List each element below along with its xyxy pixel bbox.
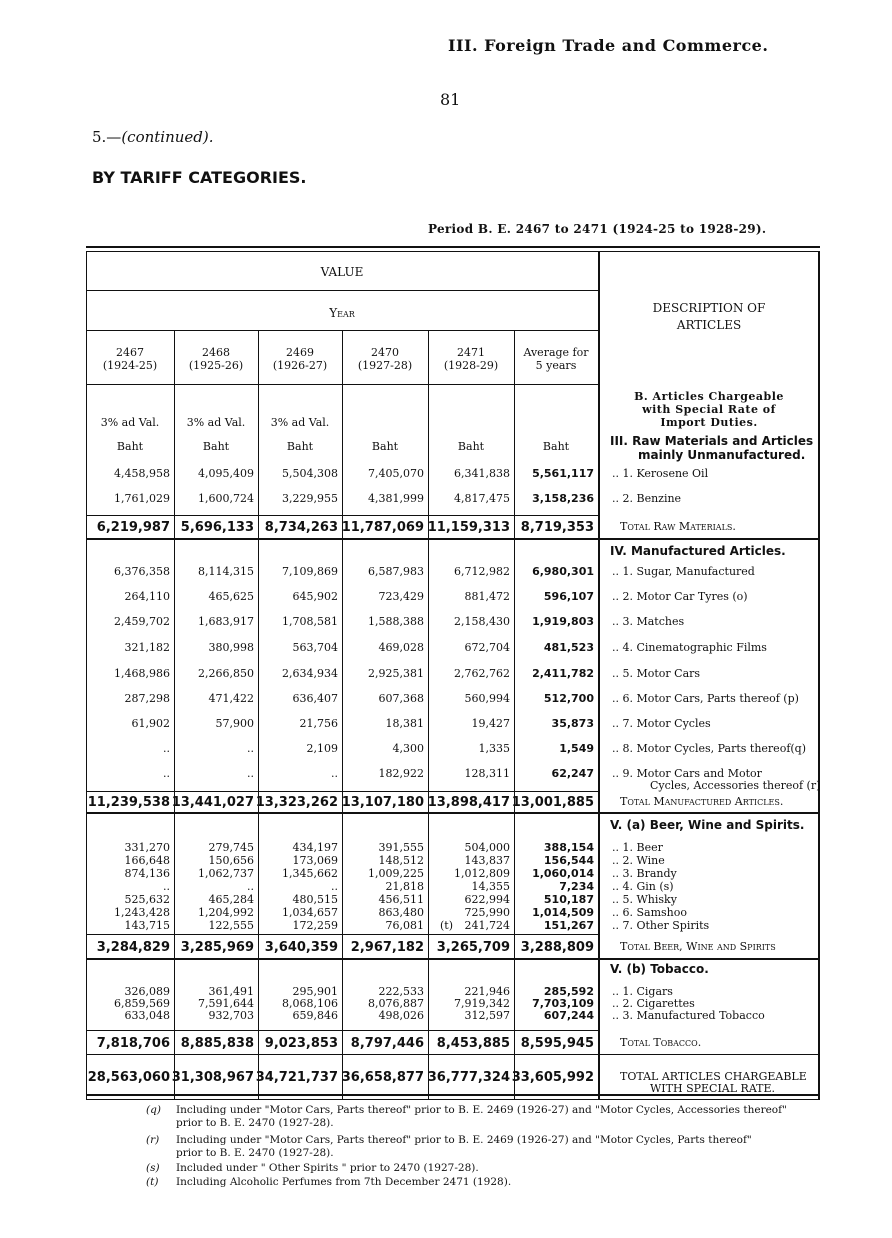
total-cell: 13,441,027 [171, 795, 254, 810]
table-cell: 35,873 [551, 717, 594, 730]
table-cell: 18,381 [385, 717, 424, 730]
unit-label: Baht [202, 440, 230, 453]
unit-label: Baht [371, 440, 399, 453]
total-rule [86, 538, 820, 540]
total-cell: 3,640,359 [264, 940, 338, 955]
table-cell: 380,998 [208, 641, 254, 654]
table-cell: 2,762,762 [454, 667, 510, 680]
table-cell: .. [247, 880, 254, 893]
table-cell: 6,587,983 [368, 565, 424, 578]
total-cell: 6,219,987 [96, 520, 170, 535]
total-rule [86, 1030, 598, 1031]
total-cell: 8,595,945 [520, 1036, 594, 1051]
value-header: VALUE [320, 265, 364, 279]
desc-divider [598, 251, 600, 1099]
total-cell: 8,885,838 [180, 1036, 254, 1051]
table-cell: .. [163, 742, 170, 755]
table-cell: 6,980,301 [532, 565, 594, 578]
unit-label: Baht [542, 440, 570, 453]
total-cell: 8,797,446 [350, 1036, 424, 1051]
total-cell: 3,265,709 [436, 940, 510, 955]
year-header: Year [329, 306, 355, 320]
footnote-marker: (t) [440, 919, 454, 932]
col-header-2468: 2468 (1925-26) [188, 346, 244, 372]
total-cell: 34,721,737 [255, 1070, 338, 1085]
table-cell: 287,298 [124, 692, 170, 705]
total-cell: 8,734,263 [264, 520, 338, 535]
row-description: .. 8. Motor Cycles, Parts thereof(q) [612, 742, 807, 755]
row-description: .. 2. Wine [612, 854, 665, 867]
total-cell: 36,658,877 [341, 1070, 424, 1085]
table-cell: 560,994 [464, 692, 510, 705]
table-cell: 607,244 [543, 1009, 594, 1022]
table-cell: .. [331, 767, 338, 780]
table-cell: 6,859,569 [114, 997, 170, 1010]
table-cell: 607,368 [378, 692, 424, 705]
table-cell: 881,472 [464, 590, 510, 603]
right-border [818, 251, 820, 1099]
footnote-text: Including under "Motor Cars, Parts thereof" prior to B. E. 2469 (1926-27) and "Motor Cycles, Parts thereof" [176, 1134, 752, 1146]
unit-label: Baht [116, 440, 144, 453]
table-cell: 19,427 [471, 717, 510, 730]
table-cell: 361,491 [208, 985, 254, 998]
table-cell: 2,266,850 [198, 667, 254, 680]
total-cell: 11,787,069 [341, 520, 424, 535]
table-cell: 4,381,999 [368, 492, 424, 505]
table-cell: 2,158,430 [454, 615, 510, 628]
value-rule [86, 290, 598, 291]
total-rule [86, 934, 598, 935]
row-description: .. 5. Whisky [612, 893, 677, 906]
table-cell: .. [163, 767, 170, 780]
table-cell: 173,069 [292, 854, 338, 867]
table-cell: 3,158,236 [532, 492, 594, 505]
table-cell: 143,715 [124, 919, 170, 932]
duty-rate: 3% ad Val. [270, 416, 330, 429]
table-cell: 122,555 [208, 919, 254, 932]
table-cell: 1,335 [478, 742, 510, 755]
table-cell: 128,311 [464, 767, 510, 780]
footnote-text-cont: prior to B. E. 2470 (1927-28). [176, 1147, 334, 1159]
table-cell: 62,247 [551, 767, 594, 780]
table-cell: 6,341,838 [454, 467, 510, 480]
page-number: 81 [440, 90, 461, 109]
table-cell: 7,109,869 [282, 565, 338, 578]
table-cell: 4,817,475 [454, 492, 510, 505]
table-cell: 1,761,029 [114, 492, 170, 505]
total-cell: 33,605,992 [511, 1070, 594, 1085]
table-cell: 1,243,428 [114, 906, 170, 919]
total-cell: 11,239,538 [87, 795, 170, 810]
chapter-title: III. Foreign Trade and Commerce. [448, 36, 769, 55]
row-description: .. 2. Benzine [612, 492, 682, 505]
total-cell: 3,288,809 [520, 940, 594, 955]
table-cell: 2,925,381 [368, 667, 424, 680]
table-cell: 1,708,581 [282, 615, 338, 628]
table-cell: 1,204,992 [198, 906, 254, 919]
total-rule [86, 958, 820, 960]
total-rule [86, 812, 820, 814]
row-description: .. 7. Motor Cycles [612, 717, 711, 730]
period-label: Period B. E. 2467 to 2471 (1924-25 to 1928-29). [428, 222, 767, 236]
table-cell: 645,902 [292, 590, 338, 603]
table-cell: 512,700 [543, 692, 594, 705]
table-cell: 8,068,106 [282, 997, 338, 1010]
row-description: .. 3. Brandy [612, 867, 677, 880]
table-cell: 480,515 [292, 893, 338, 906]
footnote-mark: (s) [146, 1162, 160, 1174]
table-cell: .. [247, 742, 254, 755]
section-b-title: B. Articles Chargeable with Special Rate of Import Duties. [634, 390, 784, 429]
footnote-mark: (q) [146, 1104, 161, 1116]
col-header-2471: 2471 (1928-29) [443, 346, 499, 372]
table-cell: 7,405,070 [368, 467, 424, 480]
table-cell: 563,704 [292, 641, 338, 654]
table-cell: 5,504,308 [282, 467, 338, 480]
row-description: Total Raw Materials. [620, 520, 736, 533]
total-cell: 13,323,262 [255, 795, 338, 810]
table-cell: 1,062,737 [198, 867, 254, 880]
total-cell: 28,563,060 [87, 1070, 170, 1085]
table-cell: 510,187 [543, 893, 594, 906]
row-description-cont: WITH SPECIAL RATE. [650, 1082, 776, 1095]
row-description: .. 2. Motor Car Tyres (o) [612, 590, 748, 603]
table-cell: 2,459,702 [114, 615, 170, 628]
unit-label: Baht [457, 440, 485, 453]
table-cell: 326,089 [124, 985, 170, 998]
table-cell: 596,107 [543, 590, 594, 603]
table-cell: 636,407 [292, 692, 338, 705]
duty-rate: 3% ad Val. [100, 416, 160, 429]
left-border [86, 251, 87, 1099]
table-cell: 723,429 [378, 590, 424, 603]
table-cell: 222,533 [378, 985, 424, 998]
table-cell: 148,512 [378, 854, 424, 867]
section-iv-title: IV. Manufactured Articles. [610, 544, 786, 558]
table-cell: 57,900 [215, 717, 254, 730]
table-cell: 388,154 [543, 841, 594, 854]
table-cell: 5,561,117 [532, 467, 594, 480]
table-cell: 1,600,724 [198, 492, 254, 505]
table-cell: 932,703 [208, 1009, 254, 1022]
table-cell: 6,712,982 [454, 565, 510, 578]
total-rule [86, 515, 598, 516]
table-cell: 7,919,342 [454, 997, 510, 1010]
description-header: DESCRIPTION OF ARTICLES [652, 301, 766, 332]
table-cell: 2,109 [306, 742, 338, 755]
total-cell: 7,818,706 [96, 1036, 170, 1051]
footnote-text-cont: prior to B. E. 2470 (1927-28). [176, 1117, 334, 1129]
table-cell: 2,634,934 [282, 667, 338, 680]
row-description: .. 4. Cinematographic Films [612, 641, 767, 654]
table-cell: 4,300 [392, 742, 424, 755]
table-cell: 166,648 [124, 854, 170, 867]
table-cell: 8,076,887 [368, 997, 424, 1010]
table-cell: 659,846 [292, 1009, 338, 1022]
row-description: .. 1. Sugar, Manufactured [612, 565, 755, 578]
table-cell: 1,345,662 [282, 867, 338, 880]
table-cell: 465,284 [208, 893, 254, 906]
row-description: TOTAL ARTICLES CHARGEABLE [620, 1070, 807, 1083]
total-rule [86, 1054, 820, 1055]
table-cell: 525,632 [124, 893, 170, 906]
table-cell: 1,468,986 [114, 667, 170, 680]
total-rule [86, 791, 598, 792]
total-cell: 13,898,417 [427, 795, 510, 810]
total-cell: 8,719,353 [520, 520, 594, 535]
total-cell: 31,308,967 [171, 1070, 254, 1085]
footnote-mark: (t) [146, 1176, 159, 1188]
table-cell: 8,114,315 [198, 565, 254, 578]
table-cell: 456,511 [378, 893, 424, 906]
col-header-2467: 2467 (1924-25) [102, 346, 158, 372]
table-cell: 61,902 [131, 717, 170, 730]
row-description: .. 5. Motor Cars [612, 667, 701, 680]
table-cell: 285,592 [543, 985, 594, 998]
duty-rate: 3% ad Val. [186, 416, 246, 429]
table-cell: 7,703,109 [532, 997, 594, 1010]
section-iii-title: III. Raw Materials and Articles mainly Unmanufactured. [610, 434, 814, 462]
section-vb-title: V. (b) Tobacco. [610, 962, 709, 976]
table-cell: 874,136 [124, 867, 170, 880]
table-cell: 6,376,358 [114, 565, 170, 578]
table-cell: 1,012,809 [454, 867, 510, 880]
table-cell: 312,597 [464, 1009, 510, 1022]
table-cell: 182,922 [378, 767, 424, 780]
table-cell: 7,234 [559, 880, 594, 893]
table-cell: 331,270 [124, 841, 170, 854]
row-description: .. 1. Kerosene Oil [612, 467, 709, 480]
row-description: .. 4. Gin (s) [612, 880, 674, 893]
row-description: .. 2. Cigarettes [612, 997, 695, 1010]
footnote-mark: (r) [146, 1134, 160, 1146]
table-cell: 1,060,014 [532, 867, 594, 880]
table-cell: 156,544 [543, 854, 594, 867]
table-cell: 221,946 [464, 985, 510, 998]
total-cell: 13,107,180 [341, 795, 424, 810]
table-cell: 321,182 [124, 641, 170, 654]
table-cell: 1,034,657 [282, 906, 338, 919]
total-cell: 8,453,885 [436, 1036, 510, 1051]
table-cell: 172,259 [292, 919, 338, 932]
total-cell: 3,285,969 [180, 940, 254, 955]
row-description: .. 1. Beer [612, 841, 663, 854]
row-description: .. 3. Manufactured Tobacco [612, 1009, 765, 1022]
table-cell: 1,683,917 [198, 615, 254, 628]
bottom-rule-2 [86, 1099, 820, 1100]
table-cell: 143,837 [464, 854, 510, 867]
table-cell: 633,048 [124, 1009, 170, 1022]
table-cell: 241,724 [464, 919, 510, 932]
total-cell: 36,777,324 [427, 1070, 510, 1085]
table-cell: 21,818 [385, 880, 424, 893]
total-cell: 11,159,313 [427, 520, 510, 535]
table-cell: 279,745 [208, 841, 254, 854]
row-description: Total Manufactured Articles. [620, 795, 784, 808]
row-description: .. 1. Cigars [612, 985, 673, 998]
row-description: Total Tobacco. [620, 1036, 702, 1049]
row-description: .. 6. Motor Cars, Parts thereof (p) [612, 692, 799, 705]
table-cell: 264,110 [124, 590, 170, 603]
row-description: Total Beer, Wine and Spirits [620, 940, 776, 953]
table-cell: 295,901 [292, 985, 338, 998]
table-cell: 471,422 [208, 692, 254, 705]
table-cell: 150,656 [208, 854, 254, 867]
table-cell: 2,411,782 [532, 667, 594, 680]
col-header-average: Average for 5 years [523, 346, 589, 372]
table-cell: 391,555 [378, 841, 424, 854]
total-cell: 9,023,853 [264, 1036, 338, 1051]
table-cell: 1,009,225 [368, 867, 424, 880]
table-cell: 4,095,409 [198, 467, 254, 480]
table-cell: 21,756 [299, 717, 338, 730]
table-continued: 5.—(continued). [92, 128, 214, 146]
table-cell: 14,355 [471, 880, 510, 893]
table-cell: 7,591,644 [198, 997, 254, 1010]
col-header-2470: 2470 (1927-28) [357, 346, 413, 372]
table-cell: 1,549 [559, 742, 594, 755]
row-description: .. 7. Other Spirits [612, 919, 710, 932]
total-cell: 5,696,133 [180, 520, 254, 535]
total-cell: 13,001,885 [511, 795, 594, 810]
table-cell: 481,523 [543, 641, 594, 654]
footnote-text: Included under " Other Spirits " prior to 2470 (1927-28). [176, 1162, 479, 1174]
table-cell: 434,197 [292, 841, 338, 854]
table-cell: 4,458,958 [114, 467, 170, 480]
table-cell: 498,026 [378, 1009, 424, 1022]
table-cell: 469,028 [378, 641, 424, 654]
row-description: .. 6. Samshoo [612, 906, 687, 919]
row-description: .. 3. Matches [612, 615, 685, 628]
col-header-2469: 2469 (1926-27) [272, 346, 328, 372]
table-cell: 1,014,509 [532, 906, 594, 919]
top-rule-2 [86, 251, 820, 252]
table-cell: 3,229,955 [282, 492, 338, 505]
footnote-text: Including Alcoholic Perfumes from 7th December 2471 (1928). [176, 1176, 512, 1188]
table-cell: 151,267 [543, 919, 594, 932]
table-cell: 863,480 [378, 906, 424, 919]
table-cell: 465,625 [208, 590, 254, 603]
footnote-text: Including under "Motor Cars, Parts thereof" prior to B. E. 2469 (1926-27) and "Motor Cycles, Accessories thereof" [176, 1104, 787, 1116]
total-cell: 3,284,829 [96, 940, 170, 955]
table-cell: 76,081 [385, 919, 424, 932]
table-cell: 504,000 [464, 841, 510, 854]
total-cell: 2,967,182 [350, 940, 424, 955]
table-cell: 725,990 [464, 906, 510, 919]
section-va-title: V. (a) Beer, Wine and Spirits. [610, 818, 805, 832]
table-cell: 672,704 [464, 641, 510, 654]
row-description: .. 9. Motor Cars and Motor [612, 767, 762, 780]
table-cell: 622,994 [464, 893, 510, 906]
table-cell: .. [331, 880, 338, 893]
table-cell: 1,588,388 [368, 615, 424, 628]
top-rule [86, 246, 820, 248]
table-cell: 1,919,803 [532, 615, 594, 628]
unit-label: Baht [286, 440, 314, 453]
table-cell: .. [247, 767, 254, 780]
subtitle: BY TARIFF CATEGORIES. [92, 168, 307, 187]
row-description-cont: Cycles, Accessories thereof (r) [650, 779, 821, 792]
table-cell: .. [163, 880, 170, 893]
